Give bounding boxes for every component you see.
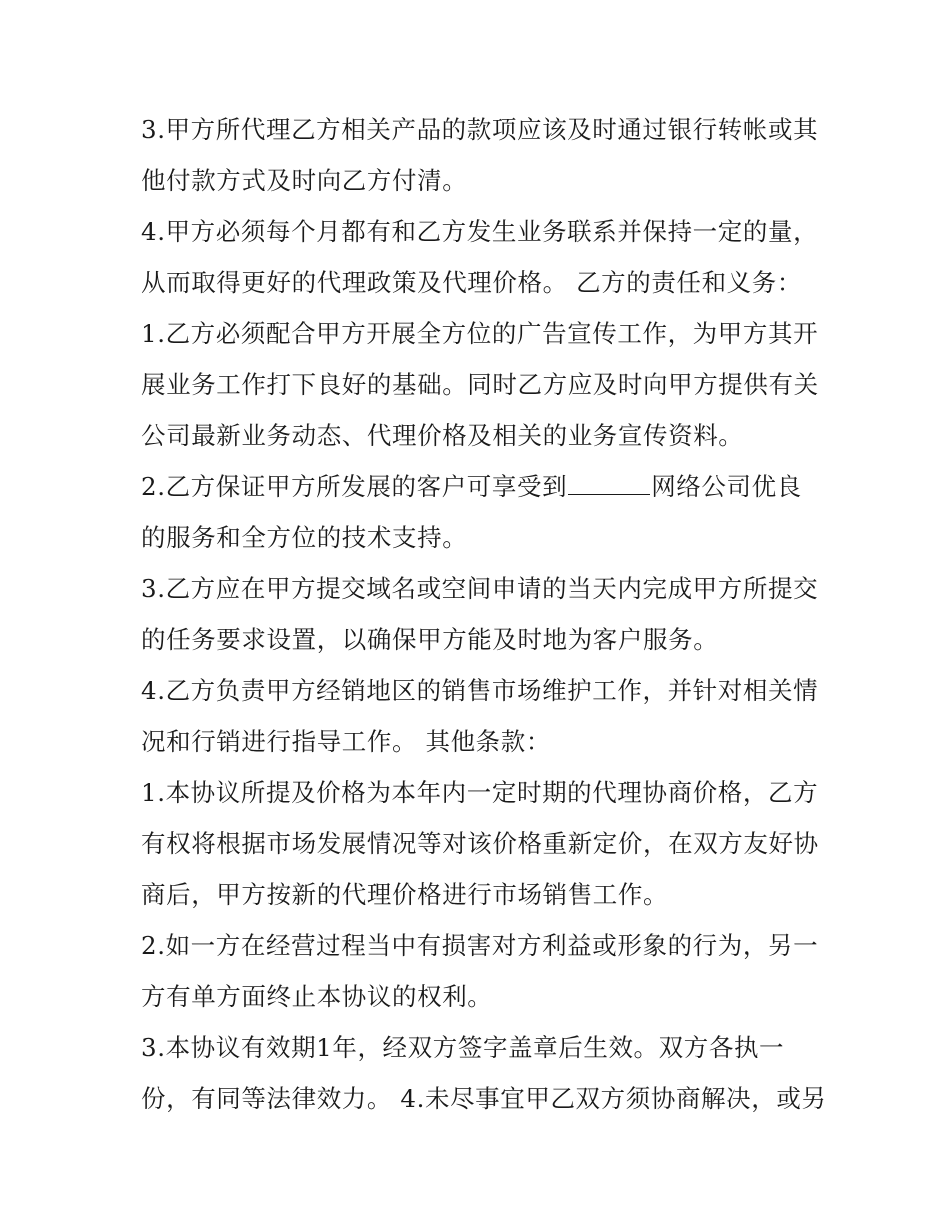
paragraph-line: 4.甲方必须每个月都有和乙方发生业务联系并保持一定的量，: [141, 217, 819, 246]
paragraph-line: 3.甲方所代理乙方相关产品的款项应该及时通过银行转帐或其: [141, 115, 819, 144]
line-suffix: 网络公司优良: [651, 472, 802, 501]
paragraph-line: 方有单方面终止本协议的权利。: [141, 982, 493, 1011]
fill-in-blank: [568, 472, 650, 495]
paragraph-line: 的任务要求设置，以确保甲方能及时地为客户服务。: [141, 625, 719, 654]
paragraph-line: 从而取得更好的代理政策及代理价格。 乙方的责任和义务：: [141, 268, 802, 297]
paragraph-line: 1.本协议所提及价格为本年内一定时期的代理协商价格，乙方: [141, 778, 819, 807]
paragraph-line: 份，有同等法律效力。 4.未尽事宜甲乙双方须协商解决，或另: [141, 1084, 827, 1113]
paragraph-line: 展业务工作打下良好的基础。同时乙方应及时向甲方提供有关: [141, 370, 819, 399]
paragraph-line: 况和行销进行指导工作。 其他条款：: [141, 727, 551, 756]
paragraph-line-with-blank: [141, 471, 802, 503]
paragraph-line: 商后，甲方按新的代理价格进行市场销售工作。: [141, 880, 669, 909]
paragraph-line: 4.乙方负责甲方经销地区的销售市场维护工作，并针对相关情: [141, 676, 819, 705]
paragraph-line: 2.如一方在经营过程当中有损害对方利益或形象的行为，另一: [141, 931, 819, 960]
paragraph-line: 3.乙方应在甲方提交域名或空间申请的当天内完成甲方所提交: [141, 574, 819, 603]
paragraph-line: 他付款方式及时向乙方付清。: [141, 166, 468, 195]
paragraph-line: 1.乙方必须配合甲方开展全方位的广告宣传工作，为甲方其开: [141, 319, 819, 348]
paragraph-line: 3.本协议有效期1年，经双方签字盖章后生效。双方各执一: [141, 1033, 785, 1062]
line-prefix: 2.乙方保证甲方所发展的客户可享受到: [141, 472, 568, 501]
paragraph-line: 的服务和全方位的技术支持。: [141, 523, 468, 552]
paragraph-line: 公司最新业务动态、代理价格及相关的业务宣传资料。: [141, 421, 744, 450]
paragraph-line: 有权将根据市场发展情况等对该价格重新定价，在双方友好协: [141, 829, 819, 858]
